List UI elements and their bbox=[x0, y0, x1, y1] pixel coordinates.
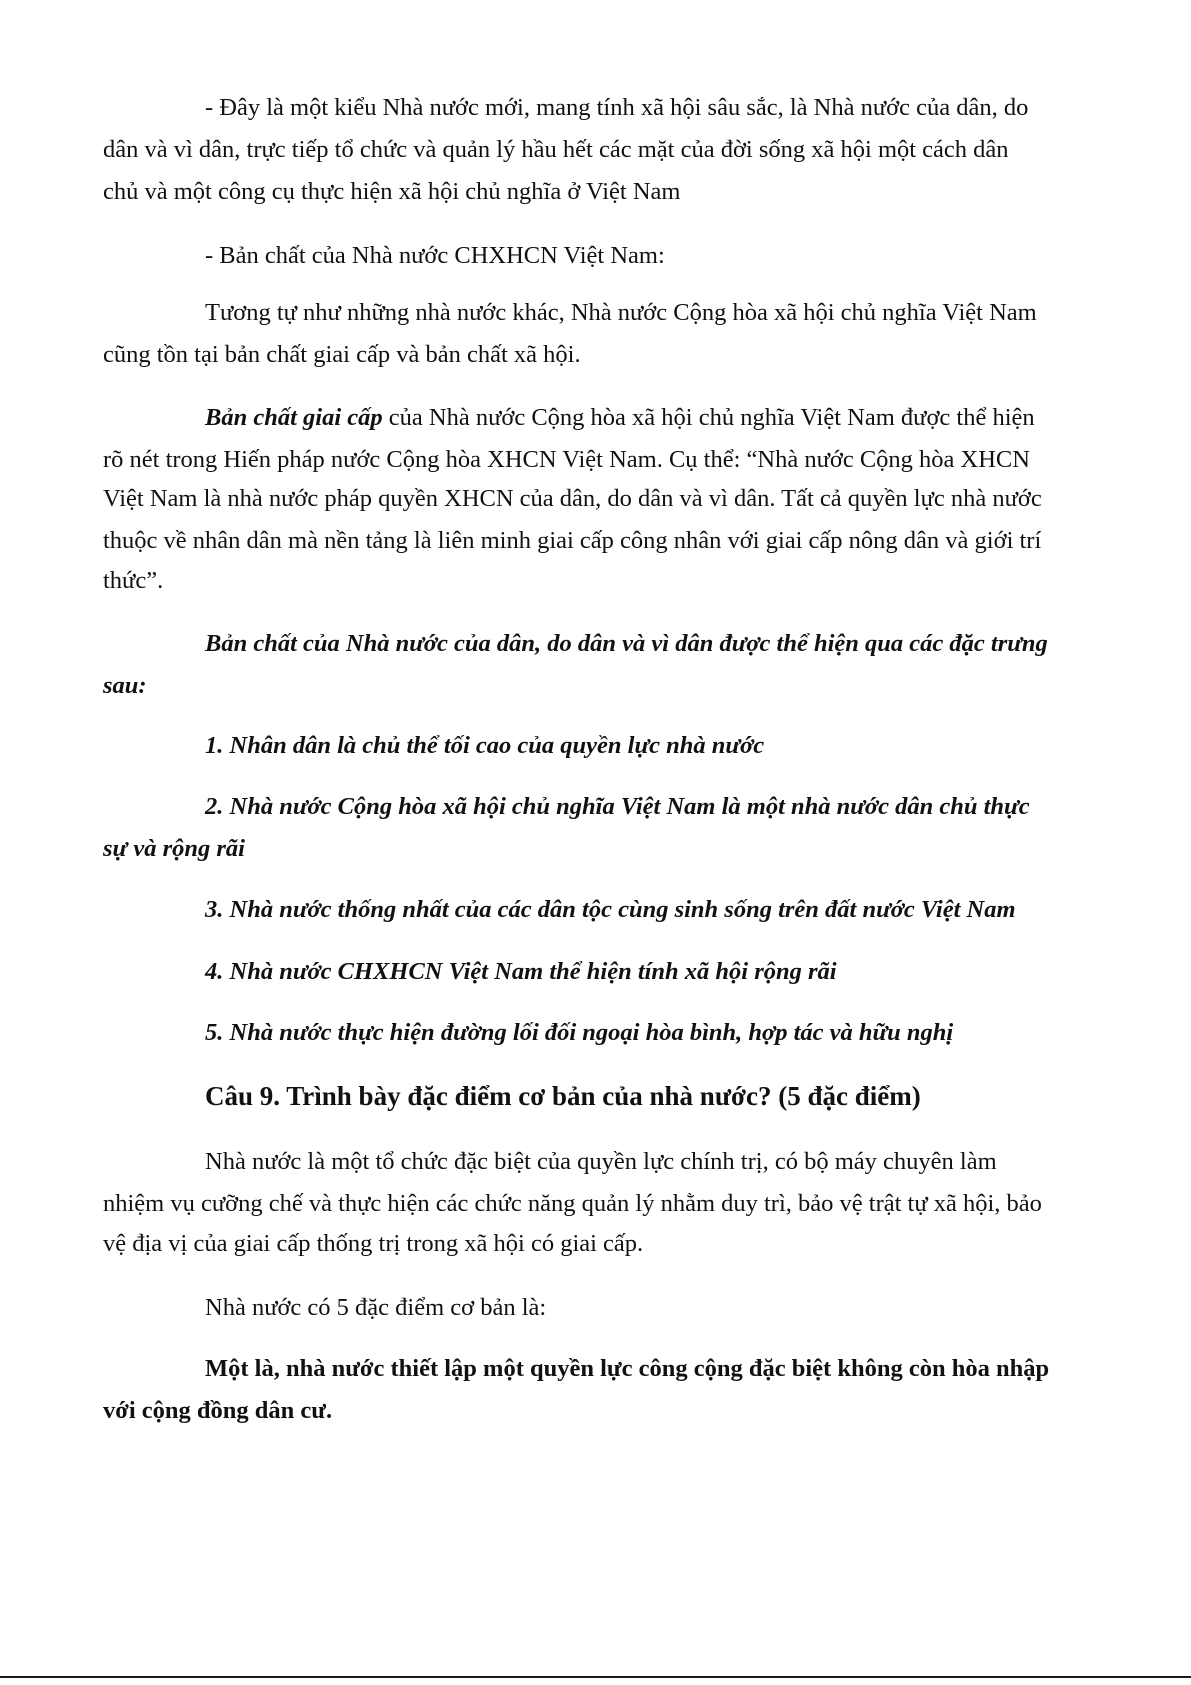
paragraph-line: Tương tự như những nhà nước khác, Nhà nước Cộng hòa xã hội chủ nghĩa Việt Nam bbox=[205, 299, 1037, 326]
list-item: 5. Nhà nước thực hiện đường lối đối ngoại hòa bình, hợp tác và hữu nghị bbox=[205, 1019, 954, 1046]
paragraph-text: của Nhà nước Cộng hòa xã hội chủ nghĩa Việt Nam được thể hiện bbox=[382, 404, 1035, 431]
list-item: 3. Nhà nước thống nhất của các dân tộc cùng sinh sống trên đất nước Việt Nam bbox=[205, 896, 1016, 923]
emphasis-line: sau: bbox=[103, 672, 147, 699]
paragraph-line bbox=[205, 403, 1035, 433]
paragraph-line: chủ và một công cụ thực hiện xã hội chủ nghĩa ở Việt Nam bbox=[103, 178, 681, 205]
paragraph-line: - Đây là một kiểu Nhà nước mới, mang tính xã hội sâu sắc, là Nhà nước của dân, do bbox=[205, 94, 1029, 121]
paragraph-line: Việt Nam là nhà nước pháp quyền XHCN của dân, do dân và vì dân. Tất cả quyền lực nhà nước bbox=[103, 485, 1042, 512]
paragraph-line: thức”. bbox=[103, 567, 164, 594]
emphasis-term: Bản chất giai cấp bbox=[205, 404, 383, 431]
paragraph-line: Nhà nước là một tổ chức đặc biệt của quyền lực chính trị, có bộ máy chuyên làm bbox=[205, 1148, 997, 1175]
bold-paragraph-line: với cộng đồng dân cư. bbox=[103, 1397, 333, 1424]
list-item-continuation: sự và rộng rãi bbox=[103, 835, 245, 862]
paragraph-line: Nhà nước có 5 đặc điểm cơ bản là: bbox=[205, 1294, 547, 1321]
bold-paragraph-line: Một là, nhà nước thiết lập một quyền lực công cộng đặc biệt không còn hòa nhập bbox=[205, 1355, 1050, 1382]
emphasis-line: Bản chất của Nhà nước của dân, do dân và vì dân được thể hiện qua các đặc trưng bbox=[205, 630, 1048, 657]
paragraph-line: cũng tồn tại bản chất giai cấp và bản chất xã hội. bbox=[103, 341, 581, 368]
paragraph-line: vệ địa vị của giai cấp thống trị trong xã hội có giai cấp. bbox=[103, 1230, 644, 1257]
list-item: 4. Nhà nước CHXHCN Việt Nam thể hiện tính xã hội rộng rãi bbox=[205, 958, 837, 985]
paragraph-line: - Bản chất của Nhà nước CHXHCN Việt Nam: bbox=[205, 242, 665, 269]
section-heading: Câu 9. Trình bày đặc điểm cơ bản của nhà nước? (5 đặc điểm) bbox=[205, 1081, 921, 1111]
paragraph-line: rõ nét trong Hiến pháp nước Cộng hòa XHCN Việt Nam. Cụ thể: “Nhà nước Cộng hòa XHCN bbox=[103, 446, 1030, 473]
paragraph-line: thuộc về nhân dân mà nền tảng là liên minh giai cấp công nhân với giai cấp nông dân và giới trí bbox=[103, 527, 1042, 554]
page-bottom-divider bbox=[0, 1676, 1191, 1678]
paragraph-line: dân và vì dân, trực tiếp tổ chức và quản lý hầu hết các mặt của đời sống xã hội một cách dân bbox=[103, 136, 1009, 163]
paragraph-line: nhiệm vụ cưỡng chế và thực hiện các chức năng quản lý nhằm duy trì, bảo vệ trật tự xã hội, bảo bbox=[103, 1190, 1042, 1217]
list-item: 2. Nhà nước Cộng hòa xã hội chủ nghĩa Việt Nam là một nhà nước dân chủ thực bbox=[205, 793, 1030, 820]
list-item: 1. Nhân dân là chủ thể tối cao của quyền lực nhà nước bbox=[205, 732, 765, 759]
